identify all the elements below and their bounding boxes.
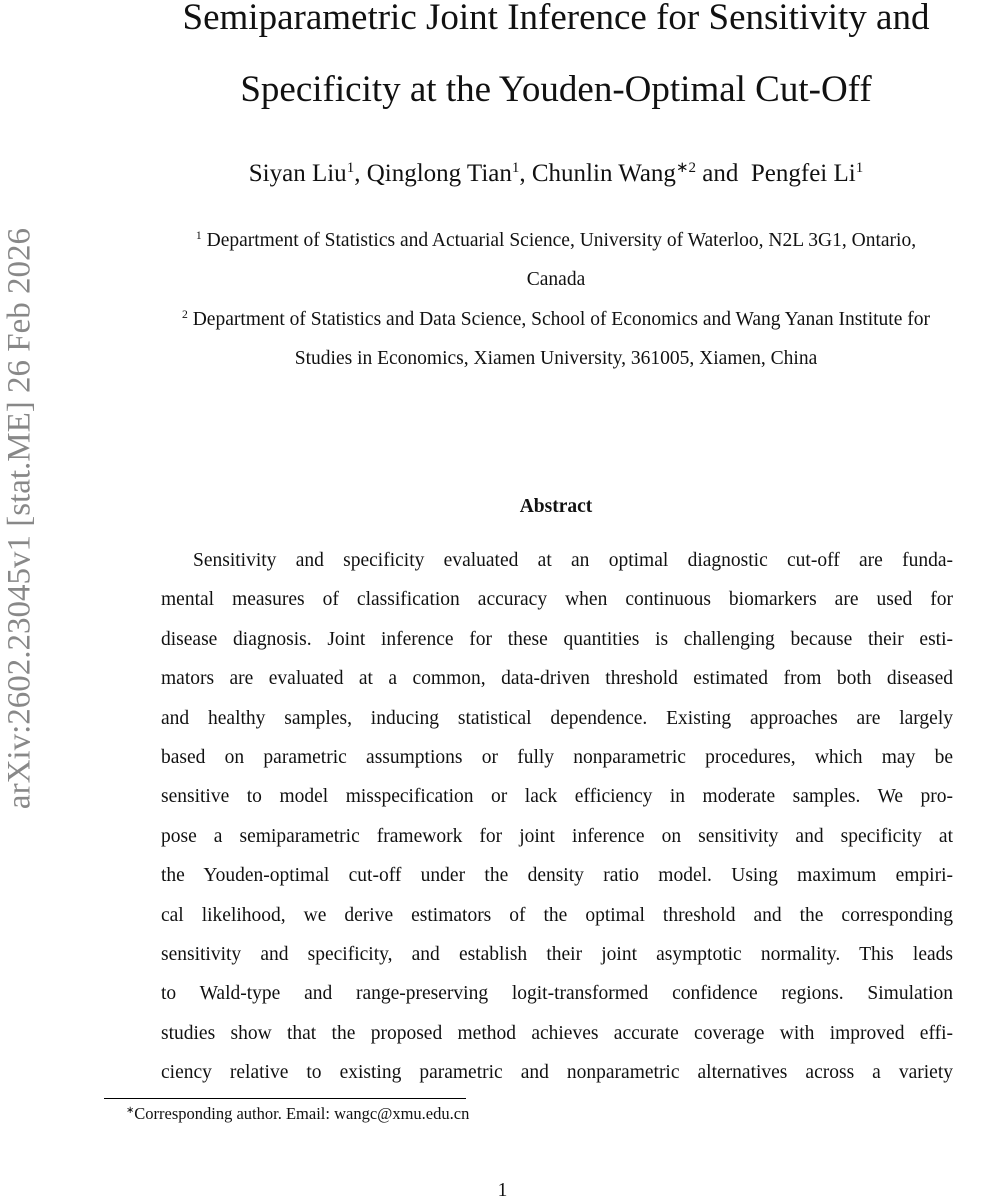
author-name: Siyan Liu: [248, 160, 347, 187]
affiliation-text: Department of Statistics and Data Science, School of Economics and Wang Yanan Institute for: [187, 309, 930, 330]
author-name: Qinglong Tian: [366, 160, 512, 187]
abstract-line: studies show that the proposed method achieves accurate coverage with improved effi-: [161, 1022, 953, 1044]
abstract-line: pose a semiparametric framework for joint inference on sensitivity and specificity at: [161, 825, 953, 847]
abstract-line: Sensitivity and specificity evaluated at an optimal diagnostic cut-off are funda-: [193, 550, 953, 571]
author-affiliation-mark: 1: [511, 160, 520, 176]
affiliation-2-line-2: Studies in Economics, Xiamen University, 361005, Xiamen, China: [294, 348, 818, 369]
abstract-line: cal likelihood, we derive estimators of the optimal threshold and the corresponding: [161, 904, 953, 926]
abstract-line: sensitive to model misspecification or lack efficiency in moderate samples. We pro-: [161, 786, 953, 808]
abstract-line: disease diagnosis. Joint inference for these quantities is challenging because their esti-: [161, 628, 953, 650]
author-affiliation-mark: 1: [346, 160, 355, 176]
affiliation-mark: 2: [182, 307, 188, 321]
author: [367, 160, 520, 187]
author-affiliation-mark: ∗2: [675, 160, 697, 176]
separator: ,: [519, 160, 532, 187]
abstract-line: based on parametric assumptions or fully nonparametric procedures, which may be: [161, 747, 953, 768]
footnote-text: Corresponding author. Email: wangc@xmu.edu.cn: [134, 1104, 470, 1123]
separator: and: [696, 160, 745, 187]
abstract-line: and healthy samples, inducing statistical dependence. Existing approaches are largely: [161, 707, 953, 729]
paper-title-line-1: Semiparametric Joint Inference for Sensitivity and: [182, 0, 930, 38]
abstract-heading: Abstract: [519, 496, 593, 517]
abstract-line: mental measures of classification accuracy when continuous biomarkers are used for: [161, 589, 953, 611]
author: [532, 160, 696, 187]
author-affiliation-mark: 1: [855, 160, 864, 176]
affiliation-text: Department of Statistics and Actuarial Science, University of Waterloo, N2L 3G1, Ontario,: [201, 230, 917, 251]
separator: ,: [354, 160, 367, 187]
affiliation-2-line-1: [100, 309, 1005, 331]
author-name: Chunlin Wang: [531, 160, 676, 187]
author-name: Pengfei Li: [750, 160, 856, 187]
author: [249, 160, 354, 187]
abstract-line: sensitivity and specificity, and establish their joint asymptotic normality. This leads: [161, 944, 953, 965]
abstract-line: ciency relative to existing parametric and nonparametric alternatives across a variety: [161, 1062, 953, 1084]
author-list: [100, 160, 1005, 188]
abstract-line: mators are evaluated at a common, data-driven threshold estimated from both diseased: [161, 668, 953, 690]
affiliation-mark: 1: [195, 228, 202, 242]
author: [751, 160, 863, 187]
page-number: 1: [497, 1180, 508, 1201]
affiliation-1-line-2: Canada: [526, 269, 586, 290]
footnote-rule: [104, 1098, 466, 1099]
paper-title-line-2: Specificity at the Youden-Optimal Cut-Off: [240, 69, 872, 110]
footnote: [126, 1104, 469, 1124]
affiliation-1-line-1: [100, 230, 1005, 252]
footnote-mark: ∗: [126, 1105, 135, 1117]
arxiv-identifier-stamp: arXiv:2602.23045v1 [stat.ME] 26 Feb 2026: [1, 227, 38, 810]
abstract-line: to Wald-type and range-preserving logit-transformed confidence regions. Simulation: [161, 983, 953, 1005]
abstract-line: the Youden-optimal cut-off under the density ratio model. Using maximum empiri-: [161, 865, 953, 887]
